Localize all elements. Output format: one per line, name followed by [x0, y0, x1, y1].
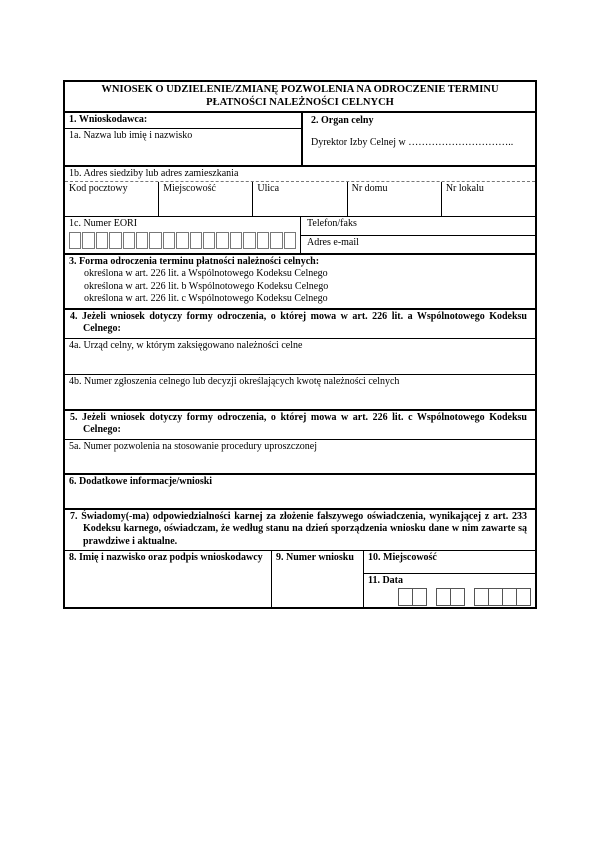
address-column-ulica: Ulica — [253, 182, 347, 216]
place-and-date-column — [364, 551, 535, 607]
section-6-additional-info: 6. Dodatkowe informacje/wnioski — [65, 475, 535, 510]
section-4-header: 4. Jeżeli wniosek dotyczy formy odroczenia, o której mowa w art. 226 lit. a Wspólnotowego Kodeksu Celnego: — [65, 310, 535, 339]
eori-character-box — [257, 232, 269, 249]
field-4b-declaration-number: 4b. Numer zgłoszenia celnego lub decyzji określających kwotę należności celnych — [65, 375, 535, 411]
date-box-group — [474, 588, 531, 606]
row-eori-contact — [65, 217, 535, 255]
eori-character-box — [123, 232, 135, 249]
address-columns-row — [65, 182, 535, 217]
address-column-kod-pocztowy: Kod pocztowy — [65, 182, 159, 216]
eori-character-box — [149, 232, 161, 249]
section-3-option-b: określona w art. 226 lit. b Wspólnotowego Kodeksu Celnego — [84, 280, 329, 292]
date-character-box — [450, 588, 465, 606]
section-1-applicant — [65, 113, 303, 165]
eori-character-box — [270, 232, 282, 249]
eori-character-box — [82, 232, 94, 249]
section-1-header: 1. Wnioskodawca: — [65, 113, 301, 129]
eori-character-box — [230, 232, 242, 249]
field-1b-address-label: 1b. Adres siedziby lub adres zamieszkania — [65, 167, 535, 183]
date-character-boxes — [398, 588, 531, 606]
eori-character-box — [136, 232, 148, 249]
date-character-box — [412, 588, 427, 606]
date-box-group — [398, 588, 427, 606]
field-11-date — [364, 574, 535, 608]
eori-character-box — [96, 232, 108, 249]
date-character-box — [502, 588, 517, 606]
eori-character-box — [163, 232, 175, 249]
field-8-signature: 8. Imię i nazwisko oraz podpis wnioskodawcy — [65, 551, 272, 607]
section-2-header: 2. Organ celny — [311, 115, 374, 127]
eori-character-box — [69, 232, 81, 249]
row-applicant-authority — [65, 113, 535, 167]
eori-character-box — [190, 232, 202, 249]
row-signature-number-place-date — [65, 551, 535, 607]
field-telefon-faks: Telefon/faks — [301, 217, 535, 235]
eori-character-box — [176, 232, 188, 249]
eori-character-boxes — [69, 232, 296, 249]
field-adres-email: Adres e-mail — [307, 236, 359, 248]
field-9-application-number: 9. Numer wniosku — [272, 551, 364, 607]
field-10-place: 10. Miejscowość — [364, 551, 535, 574]
eori-character-box — [203, 232, 215, 249]
date-box-group — [436, 588, 465, 606]
eori-character-box — [216, 232, 228, 249]
field-5a-permit-number: 5a. Numer pozwolenia na stosowanie procedury uproszczonej — [65, 440, 535, 475]
form-title: WNIOSEK O UDZIELENIE/ZMIANĘ POZWOLENIA NA ODROCZENIE TERMINU PŁATNOŚCI NALEŻNOŚCI CELNYCH — [65, 82, 535, 113]
field-11-date-label: 11. Data — [368, 574, 403, 586]
field-1c-eori — [65, 217, 301, 253]
section-3-header: 3. Forma odroczenia terminu płatności należności celnych: — [69, 255, 320, 267]
section-2-customs-authority — [303, 113, 535, 165]
date-character-box — [398, 588, 413, 606]
field-1c-eori-label: 1c. Numer EORI — [69, 218, 138, 230]
section-7-statement: 7. Świadomy(-ma) odpowiedzialności karnej za złożenie fałszywego oświadczenia, wynikającej z art. 233 Kodeksu karnego, oświadczam, że według stanu na dzień sporządzenia wniosku dane w nim zawarte są prawdziwe i aktualne. — [65, 510, 535, 552]
field-4a-customs-office: 4a. Urząd celny, w którym zaksięgowano należności celne — [65, 339, 535, 375]
eori-character-box — [284, 232, 296, 249]
section-5-header: 5. Jeżeli wniosek dotyczy formy odroczenia, o której mowa w art. 226 lit. c Wspólnotowego Kodeksu Celnego: — [65, 411, 535, 440]
date-character-box — [474, 588, 489, 606]
address-column-nr-domu: Nr domu — [348, 182, 442, 216]
field-1a-name: 1a. Nazwa lub imię i nazwisko — [69, 129, 193, 141]
date-character-box — [516, 588, 531, 606]
section-3-deferral-form — [65, 255, 535, 310]
section-3-option-a: określona w art. 226 lit. a Wspólnotowego Kodeksu Celnego — [84, 268, 328, 280]
contact-fields — [301, 217, 535, 253]
customs-deferral-application-form — [63, 80, 537, 609]
eori-character-box — [243, 232, 255, 249]
date-character-box — [488, 588, 503, 606]
date-character-box — [436, 588, 451, 606]
address-column-nr-lokalu: Nr lokalu — [445, 183, 484, 195]
eori-character-box — [109, 232, 121, 249]
section-3-option-c: określona w art. 226 lit. c Wspólnotowego Kodeksu Celnego — [84, 293, 328, 305]
address-column-miejscowosc: Miejscowość — [159, 182, 253, 216]
section-2-director-line: Dyrektor Izby Celnej w ………………………….. — [311, 136, 514, 148]
